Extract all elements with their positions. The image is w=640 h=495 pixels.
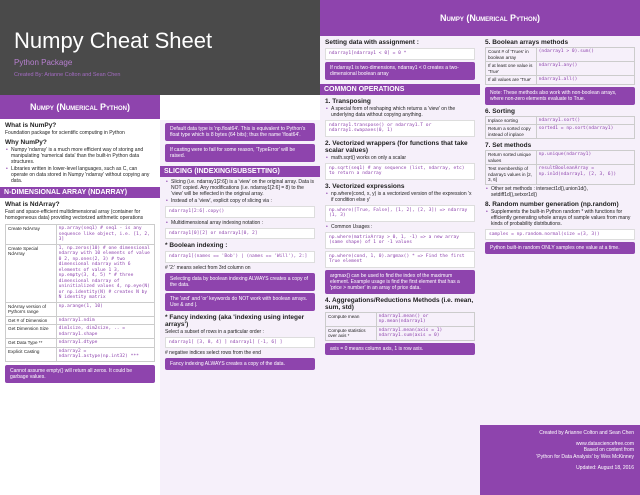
row-code: ndarray1.any(): [536, 62, 634, 76]
ndarray-text: Fast and space-efficient multidimensional array (container for homogeneous data) providing vectorized arithmetic operations: [5, 209, 144, 221]
setting-note: If ndarray1 is two-dimensions, ndarray1 < 0 creates a two-dimensional boolean array: [325, 62, 475, 80]
aggregations-heading: 4. Aggregations/Reductions Methods (i.e. mean, sum, std): [325, 296, 474, 311]
common-ops-header: COMMON OPERATIONS: [320, 84, 480, 95]
numpy-header-1: Numpy (Numerical Python): [0, 95, 160, 119]
fancy-heading: * Fancy indexing (aka 'indexing using integer arrays'): [165, 313, 305, 328]
row-code: dim1size, dim2size, .. = ndarray1.shape: [56, 325, 154, 339]
why-list: [5, 147, 155, 184]
why-item-1: • Numpy 'ndarray' is a much more efficient way of storing and manipulating 'numerical data' than the built-in Python data structures.: [5, 147, 155, 165]
fancy-text: Select a subset of rows in a particular order :: [165, 328, 264, 335]
row-code: np.array(seq1) # seq1 - is any sequence like object, i.e. [1, 2, 3]: [56, 225, 154, 245]
why-item-2: • Libraries written in lower-level languages, such as C, can operate on data stored in Numpy 'ndarray' without copying any data.: [5, 166, 155, 184]
row-code: (ndarray1 > 0).sum(): [536, 48, 634, 62]
slicing-copy-text: • Instead of a 'view', explicit copy of slicing via :: [165, 198, 315, 204]
row-code: 1, np.zeros(10) # one dimensional ndarray with 10 elements of value 0 2, np.ones(2, 3) # two dimensional ndarray with 6 elements of value 1 3, np.empty(3, 4, 5) * # three dimensional ndarray of uninitialized values 4, np.eye(N) or np.identity(N) # creates N by N identity matrix: [56, 244, 154, 302]
title-banner: [0, 0, 320, 95]
row-label: Test membership of ndarray1 values in [2, 3, 6]: [486, 165, 537, 185]
boolean-methods-table: [485, 47, 635, 85]
set-methods-heading: 7. Set methods: [485, 142, 532, 149]
why-heading: Why NumPy?: [5, 139, 47, 146]
slicing-view-text: • Slicing (i.e. ndarray1[2:6]) is a 'view' on the original array. Data is NOT copied. Any modifications (i.e. ndarray1[2:6] = 8) to the 'view' will be reflected in the original array.: [165, 179, 315, 197]
boolean-and-note: The 'and' and 'or' keywords do NOT work with boolean arrays. Use & and |.: [165, 293, 315, 311]
page-subtitle: Python Package: [14, 58, 73, 67]
row-label: NdArray version of Python's range: [6, 302, 57, 316]
column-1: [0, 95, 160, 495]
multidim-code: ndarray1[0][2] or ndarray1[0, 2]: [165, 228, 315, 240]
ndarray-heading: What is NdArray?: [5, 201, 60, 208]
boolean-index-note: # '2:' means select from 3rd column on: [165, 264, 251, 271]
row-label: Return a sorted copy instead of inplace: [486, 125, 537, 139]
set-other-list: [485, 186, 635, 198]
table-row: [486, 76, 635, 85]
multidim-text: • Multidimensional array indexing notation :: [165, 220, 315, 226]
table-row: [486, 116, 635, 125]
multidim-list: [165, 220, 315, 226]
common-usages-list: [325, 224, 475, 230]
vectorized-expr-heading: 3. Vectorized expressions: [325, 182, 405, 190]
author-box: [480, 425, 640, 495]
row-code: ndarray2 = ndarray1.astype(np.int32) ***: [56, 347, 154, 361]
vectorized-wrappers-list: [325, 155, 475, 161]
table-row: [326, 312, 475, 326]
row-label: Get # of Dimension: [6, 316, 57, 325]
slicing-copy-code: ndarray1[2:6].copy(): [165, 206, 315, 218]
vectorized-expr-text: • np.where(cond, x, y) is a vectorized version of the expression 'x if condition else y': [325, 191, 475, 203]
row-code: np.unique(ndarray1): [536, 151, 634, 165]
page-tagline: Created By: Arianne Colton and Sean Chen: [14, 72, 121, 78]
what-heading: What is NumPy?: [5, 122, 57, 129]
website-link[interactable]: www.datasciencefree.com: [575, 440, 634, 447]
based-on-text: Based on content from: [583, 447, 634, 453]
table-row: [486, 62, 635, 76]
updated-date: Updated: August 18, 2016: [576, 465, 634, 471]
row-label: Create Special NdArray: [6, 244, 57, 302]
table-row: [6, 225, 155, 245]
row-label: Count # of 'Trues' in boolean array: [486, 48, 537, 62]
transposing-heading: 1. Transposing: [325, 97, 371, 105]
numpy-header-2: Numpy (Numerical Python): [320, 0, 640, 36]
table-row: [326, 326, 475, 340]
random-heading: 8. Random number generation (np.random): [485, 200, 619, 208]
row-label: Inplace sorting: [486, 116, 537, 125]
row-code: ndarray1.all(): [536, 76, 634, 85]
transposing-text: • A special form of reshaping which returns a 'view' on the underlying data without copying anything.: [325, 106, 475, 118]
row-label: Return sorted unique values: [486, 151, 537, 165]
transposing-code: ndarray1.transpose() or ndarray1.T or ndarray1.swapaxes(0, 1): [325, 120, 475, 137]
boolean-index-heading: * Boolean indexing :: [165, 242, 228, 249]
slicing-header: SLICING (INDEXING/SUBSETTING): [160, 166, 320, 177]
author-line: Created by Arianne Colton and Sean Chen: [539, 430, 634, 436]
boolean-index-code: ndarray1[(names == 'Bob') | (names == 'Will'), 2:]: [165, 251, 315, 263]
row-code: ndarray1.ndim: [56, 316, 154, 325]
aggregations-table: [325, 312, 475, 341]
row-code: ndarray1.mean() or np.mean(ndarray1): [376, 312, 474, 326]
row-code: ndarray1.dtype: [56, 339, 154, 348]
row-label: Explicit Casting: [6, 347, 57, 361]
table-row: [6, 339, 155, 348]
set-methods-table: [485, 150, 635, 185]
row-label: If at least one value is 'True': [486, 62, 537, 76]
random-code: samples = np.random.normal(size =(3, 3)): [485, 229, 635, 241]
row-label: If all values are 'True': [486, 76, 537, 85]
random-note: Python built-in random ONLY samples one value at a time.: [485, 242, 635, 254]
fancy-copy-note: Fancy indexing ALWAYS creates a copy of the data.: [165, 358, 315, 370]
row-code: ndarray1.mean(axis = 1) ndarray1.sum(axis = 0): [376, 326, 474, 340]
fancy-negative-note: # negative indices select rows from the end: [165, 350, 261, 356]
transposing-list: [325, 106, 475, 118]
table-row: [6, 302, 155, 316]
vectorized-wrappers-text: • math.sqrt() works on only a scalar: [325, 155, 475, 161]
row-label: Create NdArray: [6, 225, 57, 245]
setting-heading: Setting data with assignment :: [325, 39, 419, 46]
vectorized-expr-list: [325, 191, 475, 203]
axis-note: axis = 0 means column axis, 1 is row axis.: [325, 343, 475, 355]
boolean-methods-heading: 5. Boolean arrays methods: [485, 39, 569, 46]
source-book: 'Python for Data Analysis' by Wes McKinney: [536, 453, 634, 460]
column-4: [480, 36, 640, 425]
common-usages-text: • Common Usages :: [325, 224, 475, 230]
setting-code: ndarray1[ndarray1 < 0] = 0 *: [325, 48, 475, 60]
ndarray-table: [5, 224, 155, 362]
set-other-text: • Other set methods : intersect1d(),union1d(), setdiff1d(),setxor1d(): [485, 186, 635, 198]
column-2: [160, 120, 320, 495]
sorting-heading: 6. Sorting: [485, 107, 515, 115]
table-row: [486, 165, 635, 185]
random-text: • Supplements the built-in Python random * with functions for efficiently generating whole arrays of sample values from many kinds of probability distributions.: [485, 209, 635, 227]
row-label: Get Data Type **: [6, 339, 57, 348]
where-code-2: np.where(cond, 1, 0).argmax() * => Find the first True element: [325, 251, 475, 268]
boolean-methods-note: Note: These methods also work with non-boolean arrays, where non-zero elements evaluate to True.: [485, 87, 635, 105]
table-row: [486, 125, 635, 139]
table-row: [6, 316, 155, 325]
boolean-copy-note: Selecting data by boolean indexing ALWAYS creates a copy of the data.: [165, 273, 315, 291]
argmax-note: argmax() can be used to find the index of the maximum element. Example usage is find the first element that has a 'price > number' in an array of price data.: [325, 270, 475, 294]
fancy-code: ndarray1[ [3, 8, 4] ] ndarray1[ [-1, 6] ]: [165, 337, 315, 349]
where-code-1: np.where(matrixArray > 0, 1, -1) => a new array (same shape) of 1 or -1 values: [325, 232, 475, 249]
typeerror-note: If casting were to fail for some reason, 'TypeError' will be raised.: [165, 144, 315, 162]
ndarray-header: N-DIMENSIONAL ARRAY (NDARRAY): [0, 187, 160, 198]
table-row: [6, 325, 155, 339]
slicing-list: [165, 179, 315, 204]
row-code: np.arange(1, 10): [56, 302, 154, 316]
row-label: Compute mean: [326, 312, 377, 326]
float64-note: Default data type is 'np.float64'. This is equivalent to Python's float type which is 8 bytes (64 bits); thus the name 'float64'.: [165, 123, 315, 141]
row-label: Get Dimension Size: [6, 325, 57, 339]
table-row: [6, 244, 155, 302]
vectorized-expr-code: np.where([True, False], [1, 2], [2, 3]) => ndarray (1, 3): [325, 205, 475, 222]
table-row: [486, 151, 635, 165]
table-row: [6, 347, 155, 361]
what-text: Foundation package for scientific computing in Python: [5, 130, 125, 136]
vectorized-wrappers-code: np.sqrt(seq1) # any sequence (list, ndarray, etc) to return a ndarray: [325, 163, 475, 180]
row-code: ndarray1.sort(): [536, 116, 634, 125]
row-code: sorted1 = np.sort(ndarray1): [536, 125, 634, 139]
page-title: Numpy Cheat Sheet: [14, 28, 213, 53]
vectorized-wrappers-heading: 2. Vectorized wrappers (for functions that take scalar values): [325, 139, 468, 154]
random-list: [485, 209, 635, 227]
row-label: Compute statistics over axis *: [326, 326, 377, 340]
row-code: resultBooleanArray = np.in1d(ndarray1, [2, 3, 6]): [536, 165, 634, 185]
table-row: [486, 48, 635, 62]
empty-note: Cannot assume empty() will return all zeros. It could be garbage values.: [5, 365, 155, 383]
sorting-table: [485, 116, 635, 140]
